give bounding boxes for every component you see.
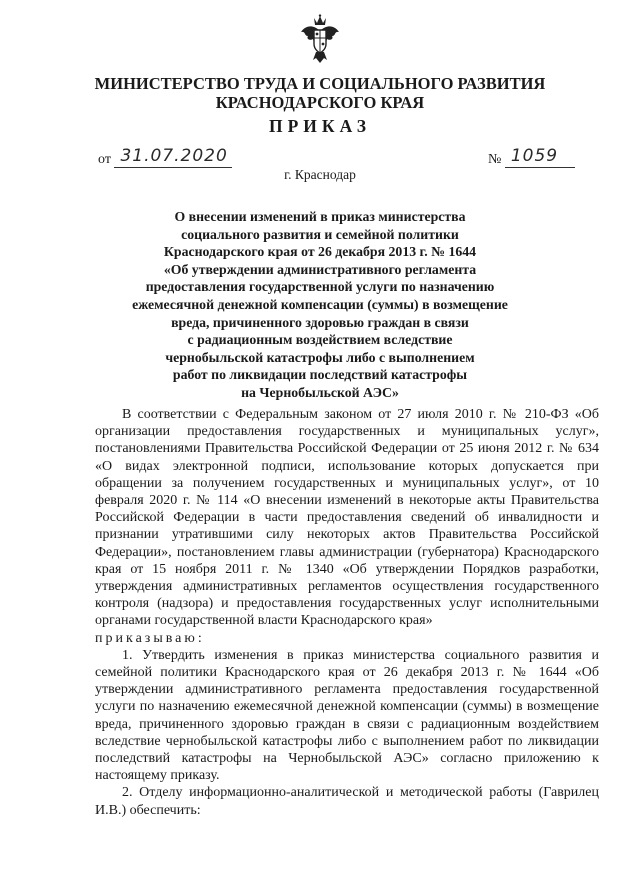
subject-line: чернобыльской катастрофы либо с выполнением xyxy=(165,349,475,365)
ministry-name-line-1: МИНИСТЕРСТВО ТРУДА И СОЦИАЛЬНОГО РАЗВИТИЯ xyxy=(94,74,546,93)
order-body xyxy=(95,406,599,819)
ministry-name-line-2: КРАСНОДАРСКОГО КРАЯ xyxy=(215,93,425,112)
city: г. Краснодар xyxy=(284,167,356,182)
subject-line: предоставления государственной услуги по назначению xyxy=(145,279,495,295)
subject-line: Краснодарского края от 26 декабря 2013 г. № 1644 xyxy=(163,244,477,260)
ministry-name xyxy=(0,74,640,112)
number-label: № xyxy=(488,152,502,167)
order-word: приказываю: xyxy=(95,630,205,646)
order-subject xyxy=(0,208,640,402)
subject-line: ежемесячной денежной компенсации (суммы) в возмещение xyxy=(132,296,508,312)
order-item-2: 2. Отделу информационно-аналитической и методической работы (Гаврилец И.В.) обеспечить: xyxy=(95,785,599,818)
order-item-1: 1. Утвердить изменения в приказ министерства социального развития и семейной политики Краснодарского края от 26 декабря 2013 г. № 1644 «Об утверждении административного регламента предоставления государственной услуги по назначению ежемесячной денежной компенсации (суммы) в возмещение вреда, причиненного здоровью граждан в связи с радиационным воздействием вследствие чернобыльской катастрофы либо с выполнением работ по ликвидации последствий катастрофы на Чернобыльской АЭС» согласно приложению к настоящему приказу. xyxy=(95,647,599,784)
coat-of-arms-icon xyxy=(300,14,340,64)
handwritten-date: 31.07.2020 xyxy=(114,146,232,168)
handwritten-number: 1059 xyxy=(505,146,575,168)
subject-line: «Об утверждении административного регламента xyxy=(163,261,477,277)
date-label: от xyxy=(98,152,111,167)
subject-line: на Чернобыльской АЭС» xyxy=(241,384,399,400)
subject-line: с радиационным воздействием вследствие xyxy=(187,332,453,348)
subject-line: О внесении изменений в приказ министерства xyxy=(174,209,466,224)
subject-line: вреда, причиненного здоровью граждан в связи xyxy=(171,314,469,330)
subject-line: социального развития и семейной политики xyxy=(181,226,459,242)
subject-line: работ по ликвидации последствий катастрофы xyxy=(172,367,468,383)
order-title: ПРИКАЗ xyxy=(268,116,372,136)
preamble-paragraph: В соответствии с Федеральным законом от 27 июля 2010 г. № 210-ФЗ «Об организации предоставления государственных и муниципальных услуг», постановлениями Правительства Российской Федерации от 25 июня 2012 г. № 634 «О видах электронной подписи, использование которых допускается при обращении за получением государственных и муниципальных услуг», от 10 февраля 2020 г. № 114 «О внесении изменений в некоторые акты Правительства Российской Федерации в части предоставления сведений об инвалидности и признании утратившими силу некоторых актов Правительства Российской Федерации», постановлением главы администрации (губернатора) Краснодарского края от 15 ноября 2011 г. № 1340 «Об утверждении Порядков разработки, утверждения административных регламентов осуществления государственного контроля (надзора) и предоставления государственных услуг исполнительными органами государственной власти Краснодарского края» xyxy=(95,407,599,629)
